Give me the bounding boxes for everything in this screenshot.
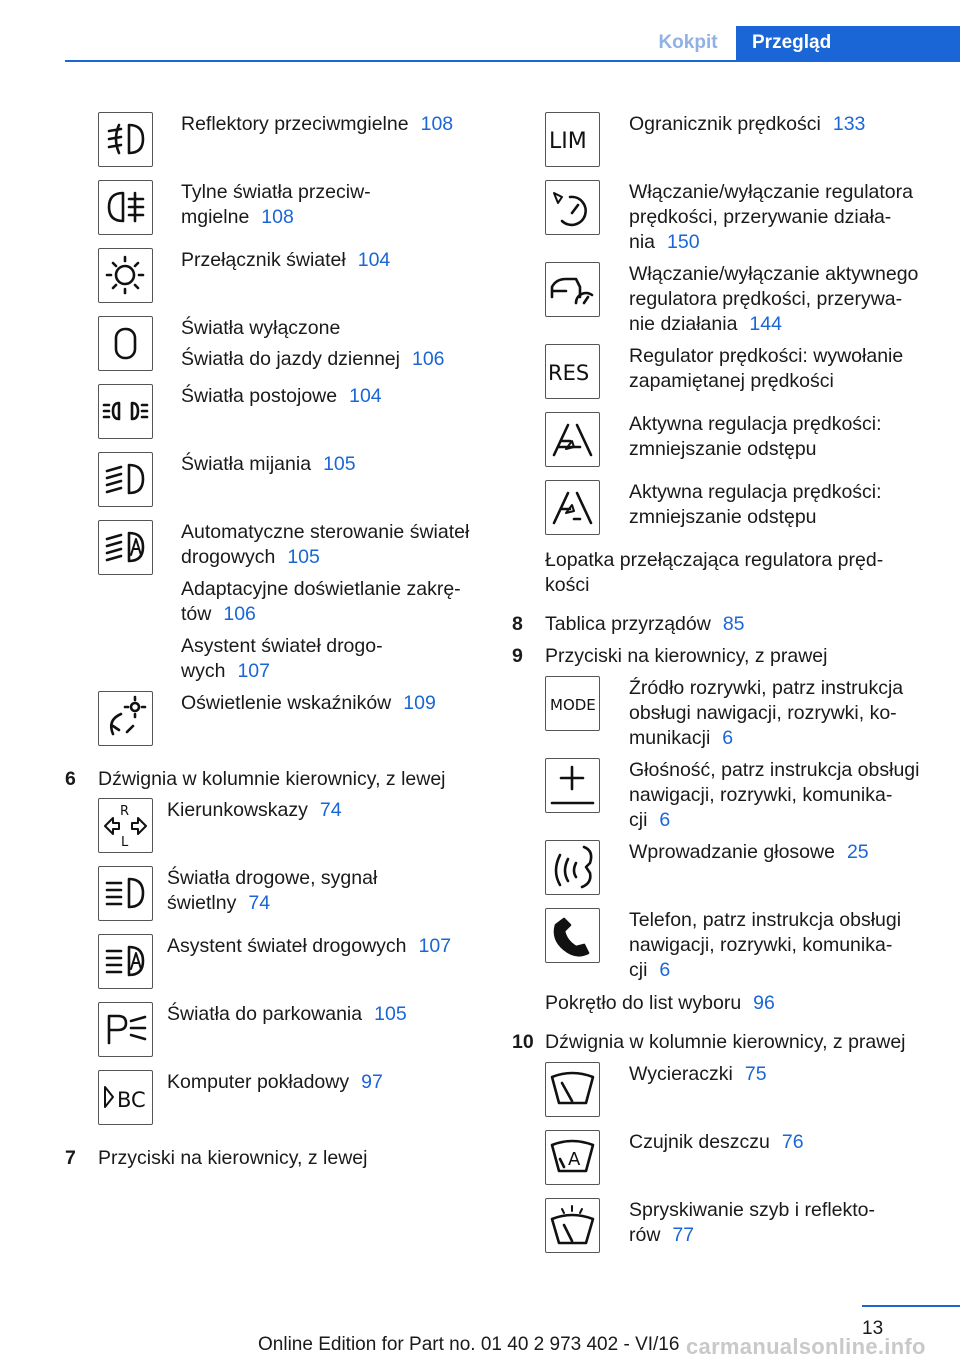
page-link[interactable]: 105 bbox=[287, 546, 320, 568]
res-icon bbox=[545, 344, 600, 399]
page-link[interactable]: 75 bbox=[744, 1063, 767, 1085]
item-rain-sensor: Czujnik deszczu 76 bbox=[629, 1131, 804, 1153]
item-volume: Głośność, patrz instrukcja obsługi nawigacji, rozrywki, komunika- cji 6 bbox=[629, 759, 920, 831]
item-wiper: Wycieraczki 75 bbox=[629, 1063, 767, 1085]
page-link[interactable]: 104 bbox=[349, 385, 382, 407]
svg-text:L: L bbox=[121, 835, 129, 850]
item-high-beam: Światła drogowe, sygnał świetlny 74 bbox=[167, 867, 378, 914]
light-switch-icon bbox=[98, 248, 153, 303]
header-rule bbox=[65, 60, 960, 62]
item-fog-front: Reflektory przeciwmgielne 108 bbox=[181, 113, 454, 135]
item-beam-assist: Asystent świateł drogo- wych 107 bbox=[181, 635, 383, 682]
tab-kokpit[interactable]: Kokpit bbox=[658, 32, 718, 53]
item-voice: Wprowadzanie głosowe 25 bbox=[629, 841, 869, 863]
item-speed-limiter: Ogranicznik prędkości 133 bbox=[629, 113, 866, 135]
watermark: carmanualsonline.info bbox=[686, 1334, 926, 1359]
page-link[interactable]: 105 bbox=[323, 453, 356, 475]
parking-light-p-icon bbox=[98, 1002, 153, 1057]
page-link[interactable]: 150 bbox=[667, 231, 700, 253]
phone-icon bbox=[545, 908, 600, 963]
cruise-control-icon bbox=[545, 180, 600, 235]
item-distance-1: Aktywna regulacja prędkości: zmniejszanie odstępu bbox=[629, 413, 882, 460]
section-number: 10 bbox=[512, 1031, 534, 1053]
svg-text:R: R bbox=[120, 804, 130, 819]
page-link[interactable]: 109 bbox=[403, 692, 436, 714]
item-light-switch: Przełącznik świateł 104 bbox=[181, 249, 391, 271]
page-link[interactable]: 76 bbox=[781, 1131, 804, 1153]
page-link[interactable]: 25 bbox=[846, 841, 869, 863]
page-link[interactable]: 6 bbox=[722, 727, 734, 749]
section-title: Dźwignia w kolumnie kierownicy, z prawej bbox=[545, 1031, 906, 1053]
section-title: Przyciski na kierownicy, z prawej bbox=[545, 645, 828, 667]
section-number: 8 bbox=[512, 613, 523, 635]
section-number: 7 bbox=[65, 1147, 76, 1169]
svg-text:MODE: MODE bbox=[550, 696, 596, 714]
item-distance-2: Aktywna regulacja prędkości: zmniejszanie odstępu bbox=[629, 481, 882, 528]
item-adaptive-curve: Adaptacyjne doświetlanie zakrę- tów 106 bbox=[181, 578, 461, 625]
fog-front-icon bbox=[98, 112, 153, 167]
item-parking-p: Światła do parkowania 105 bbox=[167, 1003, 407, 1025]
instrument-lighting-icon bbox=[98, 691, 153, 746]
mode-icon bbox=[545, 676, 600, 731]
page-link[interactable]: 74 bbox=[248, 892, 271, 914]
high-beam-icon bbox=[98, 866, 153, 921]
item-washer: Spryskiwanie szyb i reflekto- rów 77 bbox=[629, 1199, 875, 1246]
active-cruise-icon bbox=[545, 262, 600, 317]
page-link[interactable]: 108 bbox=[420, 113, 454, 135]
svg-text:RES: RES bbox=[548, 361, 590, 385]
zero-icon bbox=[98, 316, 153, 371]
item-instrument-lighting: Oświetlenie wskaźników 109 bbox=[181, 692, 436, 714]
parking-lights-icon bbox=[98, 384, 153, 439]
item-mode: Źródło rozrywki, patrz instrukcja obsługi nawigacji, rozrywki, ko- munikacji 6 bbox=[629, 677, 904, 749]
svg-text:LIM: LIM bbox=[549, 129, 587, 154]
distance-icon-1 bbox=[545, 412, 600, 467]
page-link[interactable]: 107 bbox=[418, 935, 452, 957]
page-link[interactable]: 77 bbox=[672, 1224, 695, 1246]
item-lights-off: Światła wyłączone bbox=[181, 317, 341, 339]
svg-text:A: A bbox=[568, 1149, 581, 1170]
item-selection-knob: Pokrętło do list wyboru 96 bbox=[545, 992, 775, 1014]
page-link[interactable]: 96 bbox=[753, 992, 775, 1014]
item-low-beam: Światła mijania 105 bbox=[181, 453, 356, 475]
rain-sensor-icon bbox=[545, 1130, 600, 1185]
item-auto-lights: Automatyczne sterowanie świateł drogowych 105 bbox=[181, 521, 470, 568]
item-phone: Telefon, patrz instrukcja obsługi nawigacji, rozrywki, komunika- cji 6 bbox=[629, 909, 902, 981]
auto-lights-icon bbox=[98, 520, 153, 575]
page-link[interactable]: 106 bbox=[223, 603, 256, 625]
page-link[interactable]: 85 bbox=[722, 613, 745, 635]
page-link[interactable]: 144 bbox=[749, 313, 782, 335]
lim-icon bbox=[545, 112, 600, 167]
onboard-computer-icon bbox=[98, 1070, 153, 1125]
page-link[interactable]: 105 bbox=[374, 1003, 407, 1025]
item-active-cruise: Włączanie/wyłączanie aktywnego regulatora prędkości, przerywa- nie działania 144 bbox=[629, 263, 919, 335]
page-link[interactable]: 6 bbox=[659, 959, 671, 981]
item-high-beam-assist: Asystent świateł drogowych 107 bbox=[167, 935, 452, 957]
item-cruise-control: Włączanie/wyłączanie regulatora prędkości, przerywanie działa- nia 150 bbox=[629, 181, 913, 253]
page-link[interactable]: 97 bbox=[361, 1071, 383, 1093]
page-link[interactable]: 133 bbox=[832, 113, 866, 135]
page-number: 13 bbox=[862, 1318, 884, 1339]
voice-icon bbox=[545, 840, 600, 895]
page-link[interactable]: 108 bbox=[261, 206, 294, 228]
rocker-switch-text: Łopatka przełączająca regulatora pręd- kości bbox=[545, 549, 884, 596]
page-link[interactable]: 107 bbox=[237, 660, 270, 682]
turn-signal-icon bbox=[98, 798, 153, 853]
item-resume: Regulator prędkości: wywołanie zapamiętanej prędkości bbox=[629, 345, 904, 392]
distance-icon-2 bbox=[545, 480, 600, 535]
fog-rear-icon bbox=[98, 180, 153, 235]
page-link[interactable]: 104 bbox=[357, 249, 391, 271]
footer-rule bbox=[862, 1305, 960, 1307]
section-title: Dźwignia w kolumnie kierownicy, z lewej bbox=[98, 768, 446, 790]
section-title: Tablica przyrządów 85 bbox=[545, 613, 745, 635]
section-number: 9 bbox=[512, 645, 523, 667]
page-link[interactable]: 106 bbox=[411, 348, 445, 370]
item-parking-lights: Światła postojowe 104 bbox=[181, 385, 382, 407]
item-turn-signal: Kierunkowskazy 74 bbox=[167, 799, 342, 821]
high-beam-assist-icon bbox=[98, 934, 153, 989]
wiper-icon bbox=[545, 1062, 600, 1117]
low-beam-icon bbox=[98, 452, 153, 507]
page-link[interactable]: 6 bbox=[659, 809, 671, 831]
edition-text: Online Edition for Part no. 01 40 2 973 402 - VI/16 bbox=[258, 1334, 680, 1355]
svg-text:BC: BC bbox=[117, 1088, 146, 1112]
page-link[interactable]: 74 bbox=[319, 799, 342, 821]
tab-przeglad[interactable]: Przegląd bbox=[736, 26, 960, 62]
section-number: 6 bbox=[65, 768, 76, 790]
volume-icon bbox=[545, 758, 600, 813]
washer-icon bbox=[545, 1198, 600, 1253]
item-fog-rear: Tylne światła przeciw- mgielne 108 bbox=[181, 181, 371, 228]
item-daytime-lights: Światła do jazdy dziennej 106 bbox=[181, 348, 445, 370]
item-onboard-computer: Komputer pokładowy 97 bbox=[167, 1071, 383, 1093]
section-title: Przyciski na kierownicy, z lewej bbox=[98, 1147, 368, 1169]
